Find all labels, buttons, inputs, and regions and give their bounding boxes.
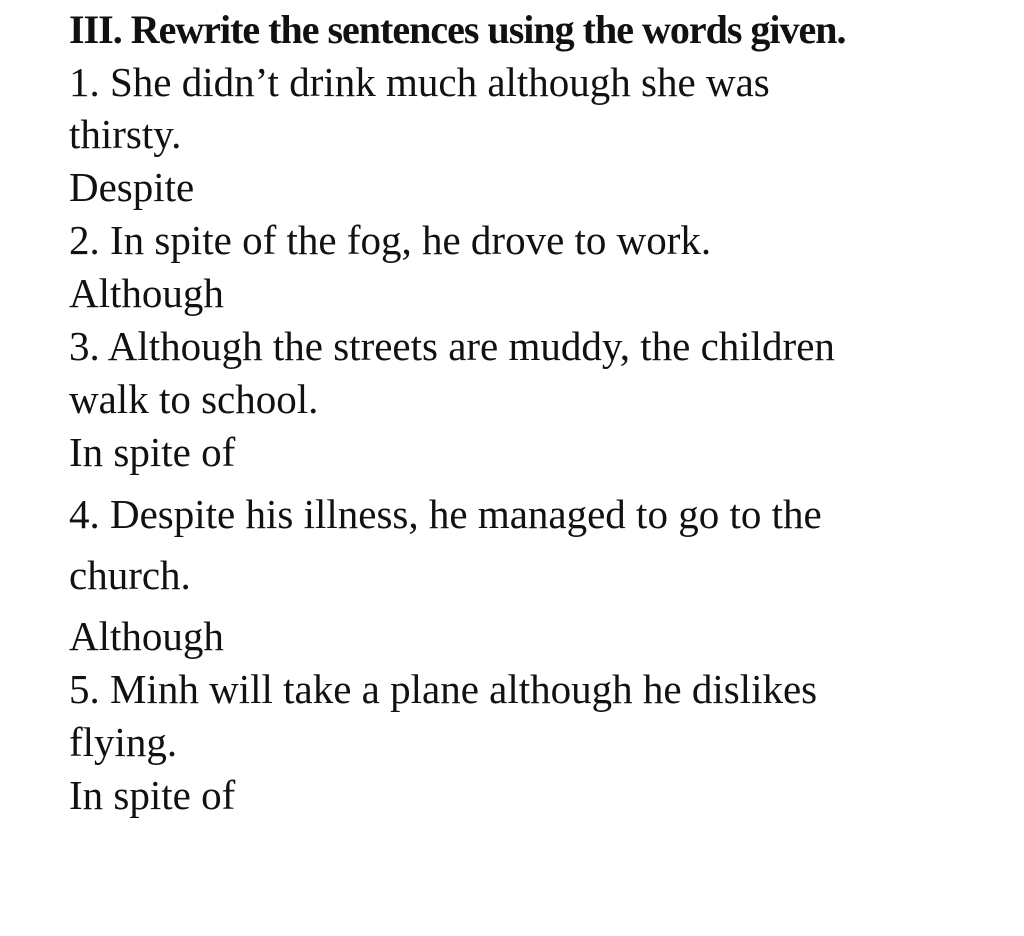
- item-4-prompt: Although: [69, 613, 224, 659]
- item-3-sentence-line-2: walk to school.: [69, 376, 319, 422]
- item-5-sentence-line-2: flying.: [69, 719, 178, 765]
- item-5-prompt: In spite of: [69, 772, 236, 818]
- item-2-prompt: Although: [69, 270, 224, 316]
- item-3-sentence-line-1: 3. Although the streets are muddy, the children: [69, 323, 835, 369]
- item-1-prompt: Despite: [69, 164, 195, 210]
- item-2-sentence-line-1: 2. In spite of the fog, he drove to work.: [69, 217, 712, 263]
- item-1-sentence-line-2: thirsty.: [69, 111, 182, 157]
- exercise-heading: III. Rewrite the sentences using the words given.: [69, 7, 846, 52]
- item-5-sentence-line-1: 5. Minh will take a plane although he dislikes: [69, 666, 818, 712]
- item-4-sentence-line-1: 4. Despite his illness, he managed to go to the: [69, 491, 822, 537]
- item-3-prompt: In spite of: [69, 429, 236, 475]
- item-1-sentence-line-1: 1. She didn’t drink much although she was: [69, 59, 770, 105]
- item-4-sentence-line-2: church.: [69, 552, 191, 598]
